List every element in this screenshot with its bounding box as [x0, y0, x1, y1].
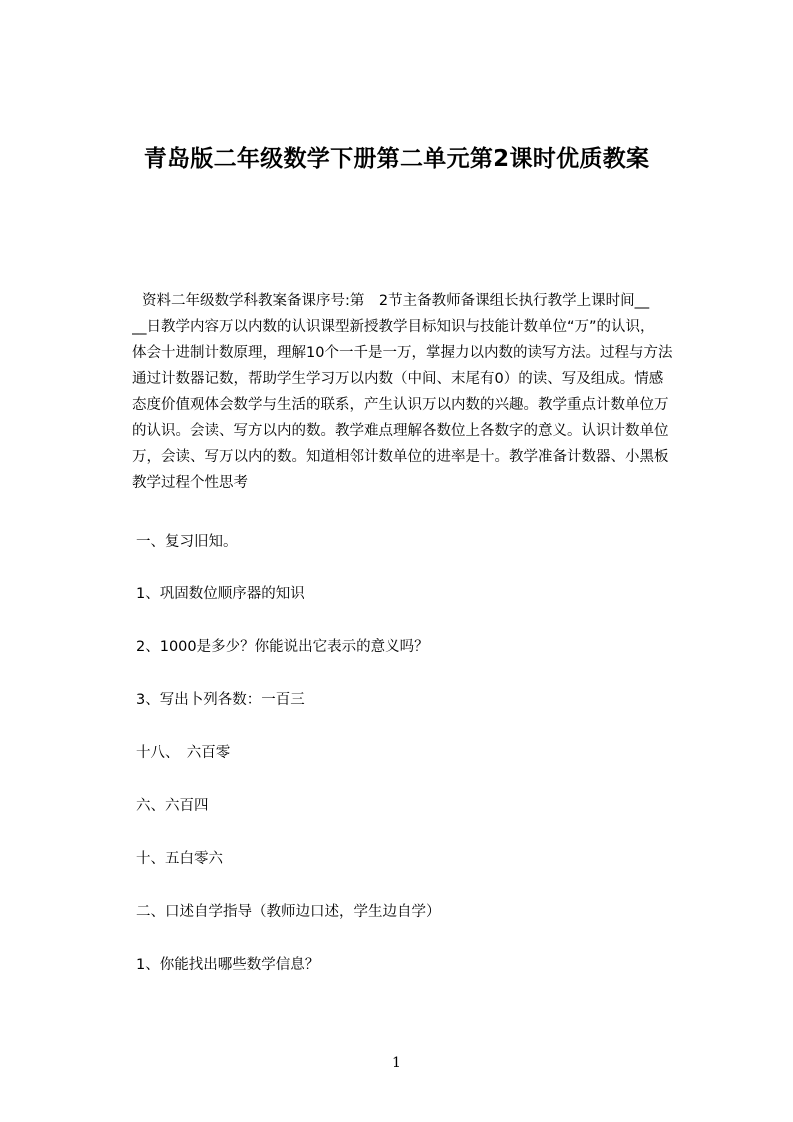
document-title: 青岛版二年级数学下册第二单元第2课时优质教案: [143, 146, 650, 172]
guide-heading: 二、口述自学指导（教师边口述，学生边自学）: [136, 904, 441, 920]
intro-line: 的认识。会读、写方以内的数。教学难点理解各数位上各数字的意义。认识计数单位: [132, 423, 669, 439]
intro-line: 万，会读、写万以内的数。知道相邻计数单位的进率是十。教学准备计数器、小黑板: [132, 449, 669, 465]
intro-line: 通过计数器记数，帮助学生学习万以内数（中间、末尾有0）的读、写及组成。情感: [132, 371, 664, 387]
number-line-shi: 十、五白零六: [136, 851, 223, 867]
page-number: 1: [392, 1055, 401, 1071]
review-item-3: 3、写出卜列各数：一百三: [136, 692, 305, 708]
intro-line: 资料二年级数学科教案备课序号:第 2节主备教师备课组长执行教学上课时间__: [142, 293, 650, 309]
review-item-1: 1、巩固数位顺序器的知识: [136, 586, 305, 602]
intro-line: 体会十进制计数原理，理解10个一千是一万，掌握力以内数的读写方法。过程与方法: [132, 345, 673, 361]
intro-line: 态度价值观体会数学与生活的联系，产生认识万以内数的兴趣。教学重点计数单位万: [132, 397, 669, 413]
number-line-liu: 六、六百四: [136, 798, 209, 814]
number-line-shiba: 十八、 六百零: [136, 745, 231, 761]
intro-paragraph: [132, 288, 698, 502]
guide-item-1: 1、你能找出哪些数学信息？: [136, 957, 320, 973]
review-heading: 一、复习旧知。: [136, 534, 238, 550]
review-item-2: 2、1000是多少？你能说出它表示的意义吗？: [136, 639, 429, 655]
intro-line: 教学过程个性思考: [132, 475, 248, 491]
intro-line: __日教学内容万以内数的认识课型新授教学目标知识与技能计数单位“万”的认识，: [132, 319, 655, 335]
